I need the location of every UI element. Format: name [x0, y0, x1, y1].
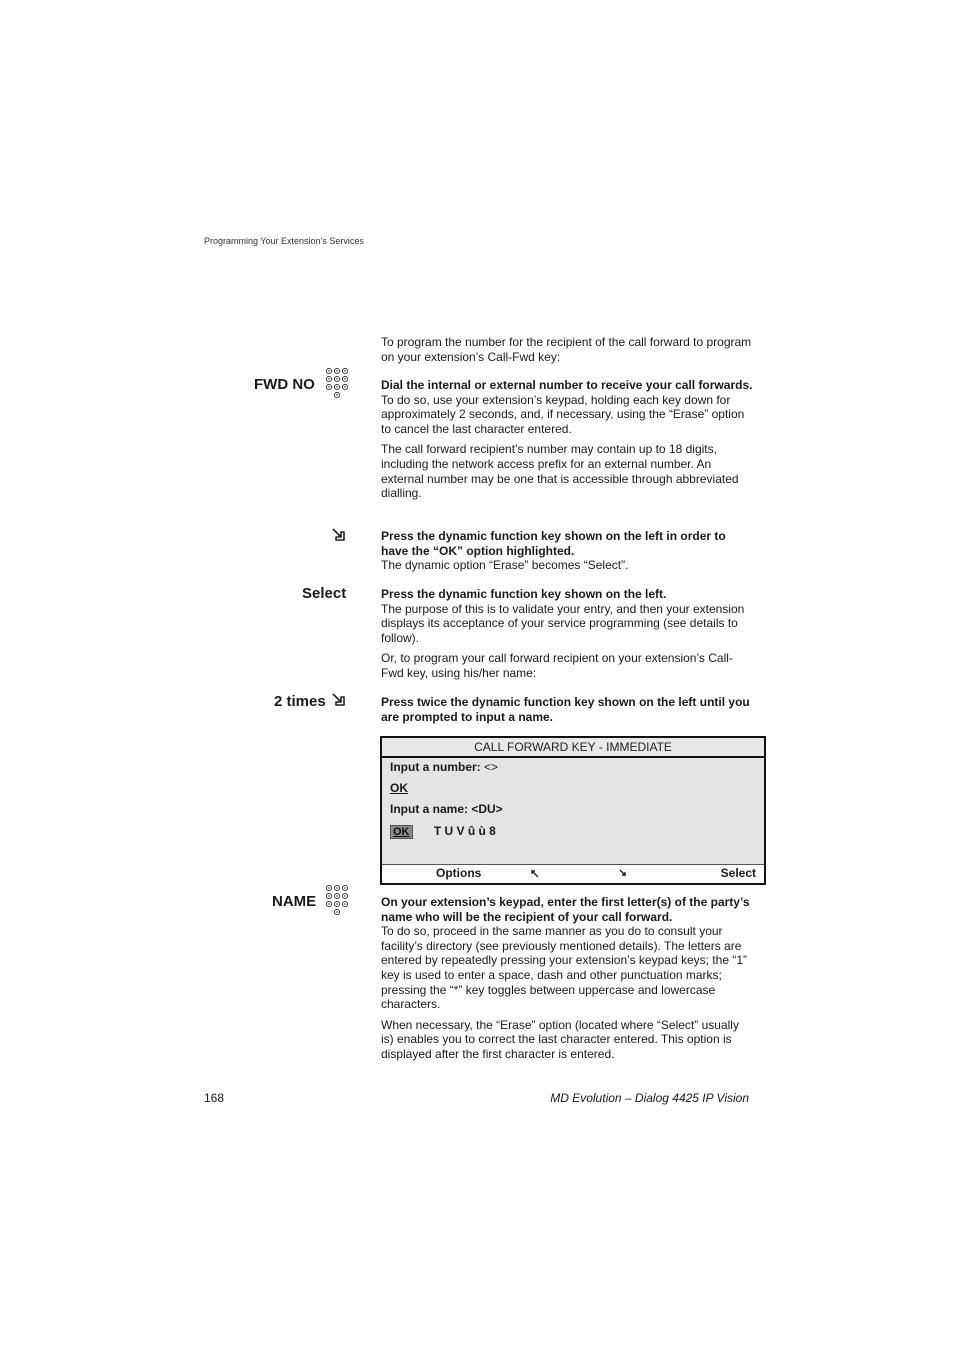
name-note: When necessary, the “Erase” option (located where “Select” usually is) enables you to correct the last character entered. This option is displayed after the first character is entered. — [381, 1017, 739, 1061]
name-detail: To do so, proceed in the same manner as you do to consult your facility’s directory (see previously mentioned details). The letters are entered by repeatedly pressing your extension’s keypad keys; the “1” key is used to enter a space, dash and other punctuation marks; pressing the “*” key toggles between uppercase and lowercase characters. — [381, 924, 747, 1012]
name-description — [381, 895, 753, 1062]
name-label: NAME — [272, 893, 317, 910]
display-entry-line — [390, 824, 496, 838]
display-title: CALL FORWARD KEY - IMMEDIATE — [382, 738, 764, 758]
select-label: Select — [302, 585, 347, 602]
softkey-right-arrow-icon — [618, 868, 630, 883]
intro-paragraph: To program the number for the recipient of the call forward to program on your extension’s Call-Fwd key: — [381, 335, 752, 364]
select-description — [381, 587, 753, 681]
page-number: 168 — [204, 1091, 225, 1105]
number-label: Input a number: — [390, 760, 481, 774]
softkey-left-arrow-icon — [528, 867, 540, 882]
select-note: Or, to program your call forward recipient on your extension’s Call-Fwd key, using his/her name: — [381, 651, 733, 680]
fwd-no-note: The call forward recipient’s number may contain up to 18 digits, including the network access prefix for an external number. An external number may be one that is accessible through abbreviated dialling. — [381, 442, 739, 501]
keypad-icon — [325, 884, 351, 918]
display-entry-chars: T U V û ù 8 — [433, 824, 496, 838]
two-times-label: 2 times — [274, 693, 326, 710]
fwd-no-instruction: Dial the internal or external number to receive your call forwards. — [381, 378, 753, 392]
display-ok-option: OK — [390, 781, 408, 795]
running-header: Programming Your Extension’s Services — [204, 236, 364, 246]
select-detail: The purpose of this is to validate your entry, and then your extension displays its acceptance of your service programming (see details to follow). — [381, 601, 745, 645]
highlight-ok-instruction: Press the dynamic function key shown on the left in order to have the “OK” option highlighted. — [381, 529, 726, 558]
display-softkey-bar — [382, 864, 764, 883]
function-key-arrow-icon — [331, 527, 349, 543]
keypad-icon — [325, 367, 351, 401]
select-instruction: Press the dynamic function key shown on the left. — [381, 587, 667, 601]
name-instruction: On your extension’s keypad, enter the first letter(s) of the party’s name who will be the recipient of your call forward. — [381, 895, 750, 924]
fwd-no-detail: To do so, use your extension’s keypad, holding each key down for approximately 2 seconds, and, if necessary, using the “Erase” option to cancel the last character entered. — [381, 392, 745, 436]
fwd-no-description — [381, 378, 753, 501]
highlight-ok-detail: The dynamic option “Erase” becomes “Select”. — [381, 558, 629, 573]
softkey-select[interactable]: Select — [720, 866, 756, 880]
two-times-instruction: Press twice the dynamic function key shown on the left until you are prompted to input a name. — [381, 695, 750, 724]
intro-text — [381, 335, 753, 364]
function-key-arrow-icon — [331, 692, 349, 708]
product-name: MD Evolution – Dialog 4425 IP Vision — [550, 1091, 749, 1105]
display-ok-highlighted: OK — [390, 825, 413, 839]
softkey-options[interactable]: Options — [436, 866, 482, 880]
display-name-line: Input a name: <DU> — [390, 802, 503, 816]
phone-display — [380, 736, 766, 885]
number-value: <> — [484, 760, 499, 774]
display-number-line — [390, 760, 498, 774]
two-times-description — [381, 695, 753, 724]
fwd-no-label: FWD NO — [254, 376, 315, 393]
highlight-ok-description — [381, 529, 753, 573]
